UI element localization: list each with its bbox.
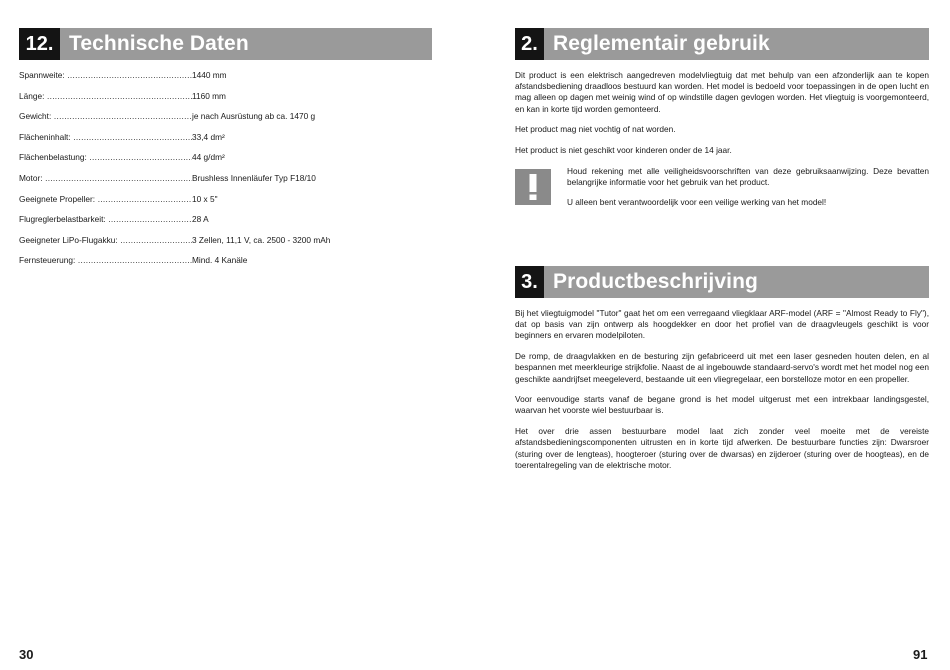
paragraph: Het product mag niet vochtig of nat worden. — [515, 124, 676, 135]
paragraph: Het over drie assen bestuurbare model laat zich zonder veel moeite met de vereiste afstandsbedieningscomponenten uitrusten en in korte tijd afwerken. De bestuurbare functies zijn: Dwarsroer (sturing over de lengteas), hoogteroer (sturing over de dwarsas) en zijderoer (sturing over de hoogteas), en de toerentalregeling van de elektrische motor. — [515, 426, 929, 470]
paragraph: Houd rekening met alle veiligheidsvoorschriften van deze gebruiksaanwijzing. Deze bevatten belangrijke informatie voor het gebruik van het product. — [567, 165, 929, 187]
spec-row — [19, 91, 432, 112]
spec-value: 33,4 dm² — [192, 131, 225, 142]
spec-value: je nach Ausrüstung ab ca. 1470 g — [192, 111, 316, 122]
section-header — [19, 28, 432, 60]
right-page — [515, 0, 929, 670]
spec-value: 44 g/dm² — [192, 152, 225, 163]
spec-label: Geeigneter LiPo-Flugakku: ..... — [19, 235, 192, 256]
section-number: 2. — [515, 28, 544, 60]
spec-value: 28 A — [192, 214, 209, 225]
section-title: Technische Daten — [69, 32, 249, 55]
spec-row — [19, 132, 432, 153]
paragraph: Dit product is een elektrisch aangedreven modelvliegtuig dat met behulp van een afzonderlijk aan te kopen afstandsbediening draadloos bestuurd kan worden. Het model is bedoeld voor toepassingen in de open lucht en mag alleen op dagen met weinig wind of op windstille dagen gevlogen worden. Het vliegtuig is voorgemonteerd, en kan in korte tijd worden gemonteerd. — [515, 70, 929, 114]
warning-text — [567, 166, 929, 218]
spec-row — [19, 111, 432, 132]
page-number-right: 91 — [913, 647, 928, 662]
page-number-left: 30 — [19, 647, 34, 662]
section-productbeschrijving — [515, 266, 929, 480]
spec-row — [19, 255, 432, 276]
section-number: 3. — [515, 266, 544, 298]
paragraph: Bij het vliegtuigmodel "Tutor" gaat het om een verregaand vliegklaar ARF-model (ARF = "Almost Ready to Fly"), dat op basis van zijn ontwerp als hoogdekker en door het profiel van de draagvleugels geschikt is voor beginners en ervaren modelpiloten. — [515, 308, 929, 341]
section-technische-daten — [19, 28, 432, 276]
spec-value: 10 x 5" — [192, 193, 218, 204]
spec-row — [19, 194, 432, 215]
spec-value: 3 Zellen, 11,1 V, ca. 2500 - 3200 mAh — [192, 234, 331, 245]
warning-note — [515, 166, 929, 218]
spec-label: Gewicht: ..... — [19, 111, 192, 132]
spec-value: 1440 mm — [192, 70, 227, 80]
section-header — [515, 28, 929, 60]
spec-label: Spannweite: ..... — [19, 70, 192, 91]
spec-list — [19, 70, 432, 276]
spec-label: Geeignete Propeller: ..... — [19, 194, 192, 215]
spec-label: Flugreglerbelastbarkeit: ..... — [19, 214, 192, 235]
spec-label: Flächenbelastung: ..... — [19, 152, 192, 173]
paragraph: Voor eenvoudige starts vanaf de begane grond is het model uitgerust met een intrekbaar landingsgestel, waarvan het voorste wiel bestuurbaar is. — [515, 394, 929, 416]
paragraph: Het product is niet geschikt voor kinderen onder de 14 jaar. — [515, 145, 732, 156]
section-title: Reglementair gebruik — [553, 32, 770, 55]
spec-label: Fernsteuerung: ..... — [19, 255, 192, 276]
section-header — [515, 266, 929, 298]
spec-label: Motor: ..... — [19, 173, 192, 194]
spec-label: Länge: ..... — [19, 91, 192, 112]
spec-row — [19, 70, 432, 91]
section-title: Productbeschrijving — [553, 270, 758, 293]
spec-value: 1160 mm — [192, 90, 226, 101]
section-number: 12. — [19, 28, 60, 60]
spec-value: Brushless Innenläufer Typ F18/10 — [192, 172, 316, 183]
paragraph: De romp, de draagvlakken en de besturing zijn gefabriceerd uit met een laser gesneden houten delen, en al bespannen met meerkleurige strijkfolie. Naast de al ingebouwde standaard-servo's wordt met het model nog een geschikte aandrijfset meegeleverd, bestaande uit een vliegregelaar, een borstelloze motor en een propeller. — [515, 351, 929, 384]
paragraph: U alleen bent verantwoordelijk voor een veilige werking van het model! — [567, 197, 827, 208]
left-page — [19, 0, 432, 670]
spec-value: Mind. 4 Kanäle — [192, 255, 248, 266]
spec-row — [19, 173, 432, 194]
spec-row — [19, 235, 432, 256]
spec-row — [19, 214, 432, 235]
exclamation-icon — [515, 169, 551, 205]
spec-row — [19, 152, 432, 173]
section-reglementair-gebruik — [515, 28, 929, 217]
spec-label: Flächeninhalt: ..... — [19, 132, 192, 153]
